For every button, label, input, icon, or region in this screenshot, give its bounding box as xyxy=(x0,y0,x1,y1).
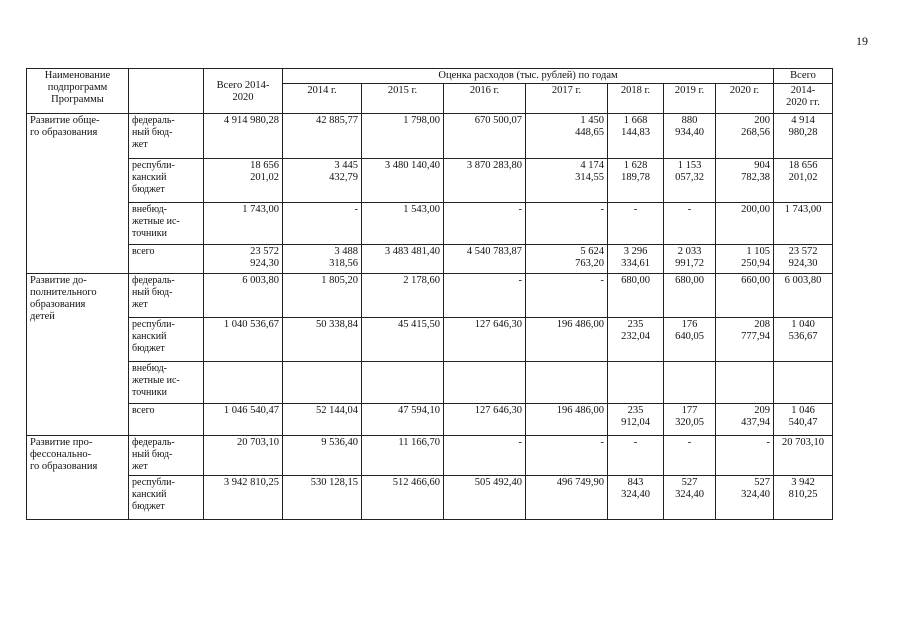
year-cell-2019: - xyxy=(664,203,716,245)
page-number: 19 xyxy=(856,34,868,48)
year-cell-2018: 3 296 334,61 xyxy=(608,245,664,274)
total-right-cell: 3 942 810,25 xyxy=(774,476,833,520)
year-cell-2017: - xyxy=(526,436,608,476)
table-row xyxy=(27,362,833,404)
year-cell-2016: - xyxy=(444,203,526,245)
year-cell-2015: 47 594,10 xyxy=(362,404,444,436)
year-cell-2016 xyxy=(444,362,526,404)
year-cell-2020: 209 437,94 xyxy=(716,404,774,436)
header-year: 2019 г. xyxy=(664,84,716,114)
header-year: 2018 г. xyxy=(608,84,664,114)
funding-source: федераль- ный бюд- жет xyxy=(129,436,204,476)
year-cell-2016: - xyxy=(444,436,526,476)
year-cell-2019: - xyxy=(664,436,716,476)
header-year: 2020 г. xyxy=(716,84,774,114)
year-cell-2017 xyxy=(526,362,608,404)
year-cell-2014: 42 885,77 xyxy=(283,114,362,159)
year-cell-2020: 200,00 xyxy=(716,203,774,245)
funding-source: всего xyxy=(129,404,204,436)
year-cell-2016: 4 540 783,87 xyxy=(444,245,526,274)
year-cell-2016: - xyxy=(444,274,526,318)
table-row xyxy=(27,245,833,274)
year-cell-2017: 1 450 448,65 xyxy=(526,114,608,159)
funding-source: федераль- ный бюд- жет xyxy=(129,274,204,318)
total-2014-2020-cell: 23 572 924,30 xyxy=(204,245,283,274)
total-2014-2020-cell xyxy=(204,362,283,404)
year-cell-2016: 127 646,30 xyxy=(444,318,526,362)
table-row xyxy=(27,404,833,436)
header-year: 2016 г. xyxy=(444,84,526,114)
year-cell-2017: 4 174 314,55 xyxy=(526,159,608,203)
year-cell-2018: 680,00 xyxy=(608,274,664,318)
year-cell-2016: 505 492,40 xyxy=(444,476,526,520)
total-right-cell: 6 003,80 xyxy=(774,274,833,318)
total-right-cell: 1 040 536,67 xyxy=(774,318,833,362)
subprogram-name: Развитие до- полнительного образования детей xyxy=(27,274,129,436)
year-cell-2019: 2 033 991,72 xyxy=(664,245,716,274)
total-2014-2020-cell: 6 003,80 xyxy=(204,274,283,318)
year-cell-2014: 3 445 432,79 xyxy=(283,159,362,203)
header-year: 2014 г. xyxy=(283,84,362,114)
year-cell-2014: 530 128,15 xyxy=(283,476,362,520)
year-cell-2017: - xyxy=(526,203,608,245)
year-cell-2017: 196 486,00 xyxy=(526,404,608,436)
header-year: 2017 г. xyxy=(526,84,608,114)
total-2014-2020-cell: 4 914 980,28 xyxy=(204,114,283,159)
funding-source: внебюд- жетные ис- точники xyxy=(129,362,204,404)
year-cell-2020: 208 777,94 xyxy=(716,318,774,362)
total-right-cell: 18 656 201,02 xyxy=(774,159,833,203)
year-cell-2019 xyxy=(664,362,716,404)
header-total-right: Всего xyxy=(774,69,833,84)
year-cell-2019: 1 153 057,32 xyxy=(664,159,716,203)
table-row xyxy=(27,274,833,318)
year-cell-2018: - xyxy=(608,436,664,476)
total-right-cell: 1 743,00 xyxy=(774,203,833,245)
year-cell-2015: 2 178,60 xyxy=(362,274,444,318)
year-cell-2019: 680,00 xyxy=(664,274,716,318)
table-row xyxy=(27,318,833,362)
total-right-cell: 4 914 980,28 xyxy=(774,114,833,159)
table-row xyxy=(27,476,833,520)
year-cell-2018: 1 628 189,78 xyxy=(608,159,664,203)
year-cell-2018: 1 668 144,83 xyxy=(608,114,664,159)
year-cell-2014: 52 144,04 xyxy=(283,404,362,436)
year-cell-2020 xyxy=(716,362,774,404)
year-cell-2015: 45 415,50 xyxy=(362,318,444,362)
header-estimate: Оценка расходов (тыс. рублей) по годам xyxy=(283,69,774,84)
year-cell-2017: - xyxy=(526,274,608,318)
subprogram-name: Развитие обще- го образования xyxy=(27,114,129,274)
year-cell-2015: 3 480 140,40 xyxy=(362,159,444,203)
year-cell-2014 xyxy=(283,362,362,404)
year-cell-2015: 1 798,00 xyxy=(362,114,444,159)
year-cell-2015: 3 483 481,40 xyxy=(362,245,444,274)
year-cell-2020: 527 324,40 xyxy=(716,476,774,520)
total-2014-2020-cell: 18 656 201,02 xyxy=(204,159,283,203)
header-total-2014-2020: Всего 2014- 2020 xyxy=(204,69,283,114)
table-row xyxy=(27,114,833,159)
year-cell-2020: 1 105 250,94 xyxy=(716,245,774,274)
total-2014-2020-cell: 3 942 810,25 xyxy=(204,476,283,520)
year-cell-2018: - xyxy=(608,203,664,245)
year-cell-2018: 843 324,40 xyxy=(608,476,664,520)
year-cell-2014: 3 488 318,56 xyxy=(283,245,362,274)
funding-source: всего xyxy=(129,245,204,274)
funding-source: федераль- ный бюд- жет xyxy=(129,114,204,159)
funding-source: республи- канский бюджет xyxy=(129,318,204,362)
year-cell-2017: 5 624 763,20 xyxy=(526,245,608,274)
funding-source: внебюд- жетные ис- точники xyxy=(129,203,204,245)
year-cell-2019: 527 324,40 xyxy=(664,476,716,520)
year-cell-2019: 880 934,40 xyxy=(664,114,716,159)
total-right-cell: 1 046 540,47 xyxy=(774,404,833,436)
year-cell-2014: 1 805,20 xyxy=(283,274,362,318)
table-row xyxy=(27,436,833,476)
table-row xyxy=(27,159,833,203)
funding-source: республи- канский бюджет xyxy=(129,476,204,520)
header-year: 2015 г. xyxy=(362,84,444,114)
year-cell-2016: 127 646,30 xyxy=(444,404,526,436)
year-cell-2020: 200 268,56 xyxy=(716,114,774,159)
total-right-cell: 23 572 924,30 xyxy=(774,245,833,274)
year-cell-2015 xyxy=(362,362,444,404)
year-cell-2014: - xyxy=(283,203,362,245)
total-2014-2020-cell: 20 703,10 xyxy=(204,436,283,476)
year-cell-2016: 3 870 283,80 xyxy=(444,159,526,203)
year-cell-2015: 512 466,60 xyxy=(362,476,444,520)
year-cell-2015: 1 543,00 xyxy=(362,203,444,245)
total-2014-2020-cell: 1 046 540,47 xyxy=(204,404,283,436)
header-subprogram: Наименование подпрограмм Программы xyxy=(27,69,129,114)
expenditure-table xyxy=(26,68,833,520)
year-cell-2014: 9 536,40 xyxy=(283,436,362,476)
year-cell-2020: 904 782,38 xyxy=(716,159,774,203)
year-cell-2019: 176 640,05 xyxy=(664,318,716,362)
year-cell-2019: 177 320,05 xyxy=(664,404,716,436)
header-total-right-years: 2014- 2020 гг. xyxy=(774,84,833,114)
year-cell-2020: 660,00 xyxy=(716,274,774,318)
year-cell-2017: 496 749,90 xyxy=(526,476,608,520)
year-cell-2016: 670 500,07 xyxy=(444,114,526,159)
year-cell-2020: - xyxy=(716,436,774,476)
subprogram-name: Развитие про- фессонально- го образования xyxy=(27,436,129,520)
year-cell-2015: 11 166,70 xyxy=(362,436,444,476)
total-right-cell xyxy=(774,362,833,404)
total-2014-2020-cell: 1 743,00 xyxy=(204,203,283,245)
total-2014-2020-cell: 1 040 536,67 xyxy=(204,318,283,362)
year-cell-2018: 235 232,04 xyxy=(608,318,664,362)
funding-source: республи- канский бюджет xyxy=(129,159,204,203)
year-cell-2018: 235 912,04 xyxy=(608,404,664,436)
total-right-cell: 20 703,10 xyxy=(774,436,833,476)
header-empty xyxy=(129,69,204,114)
year-cell-2017: 196 486,00 xyxy=(526,318,608,362)
table-row xyxy=(27,203,833,245)
year-cell-2014: 50 338,84 xyxy=(283,318,362,362)
year-cell-2018 xyxy=(608,362,664,404)
